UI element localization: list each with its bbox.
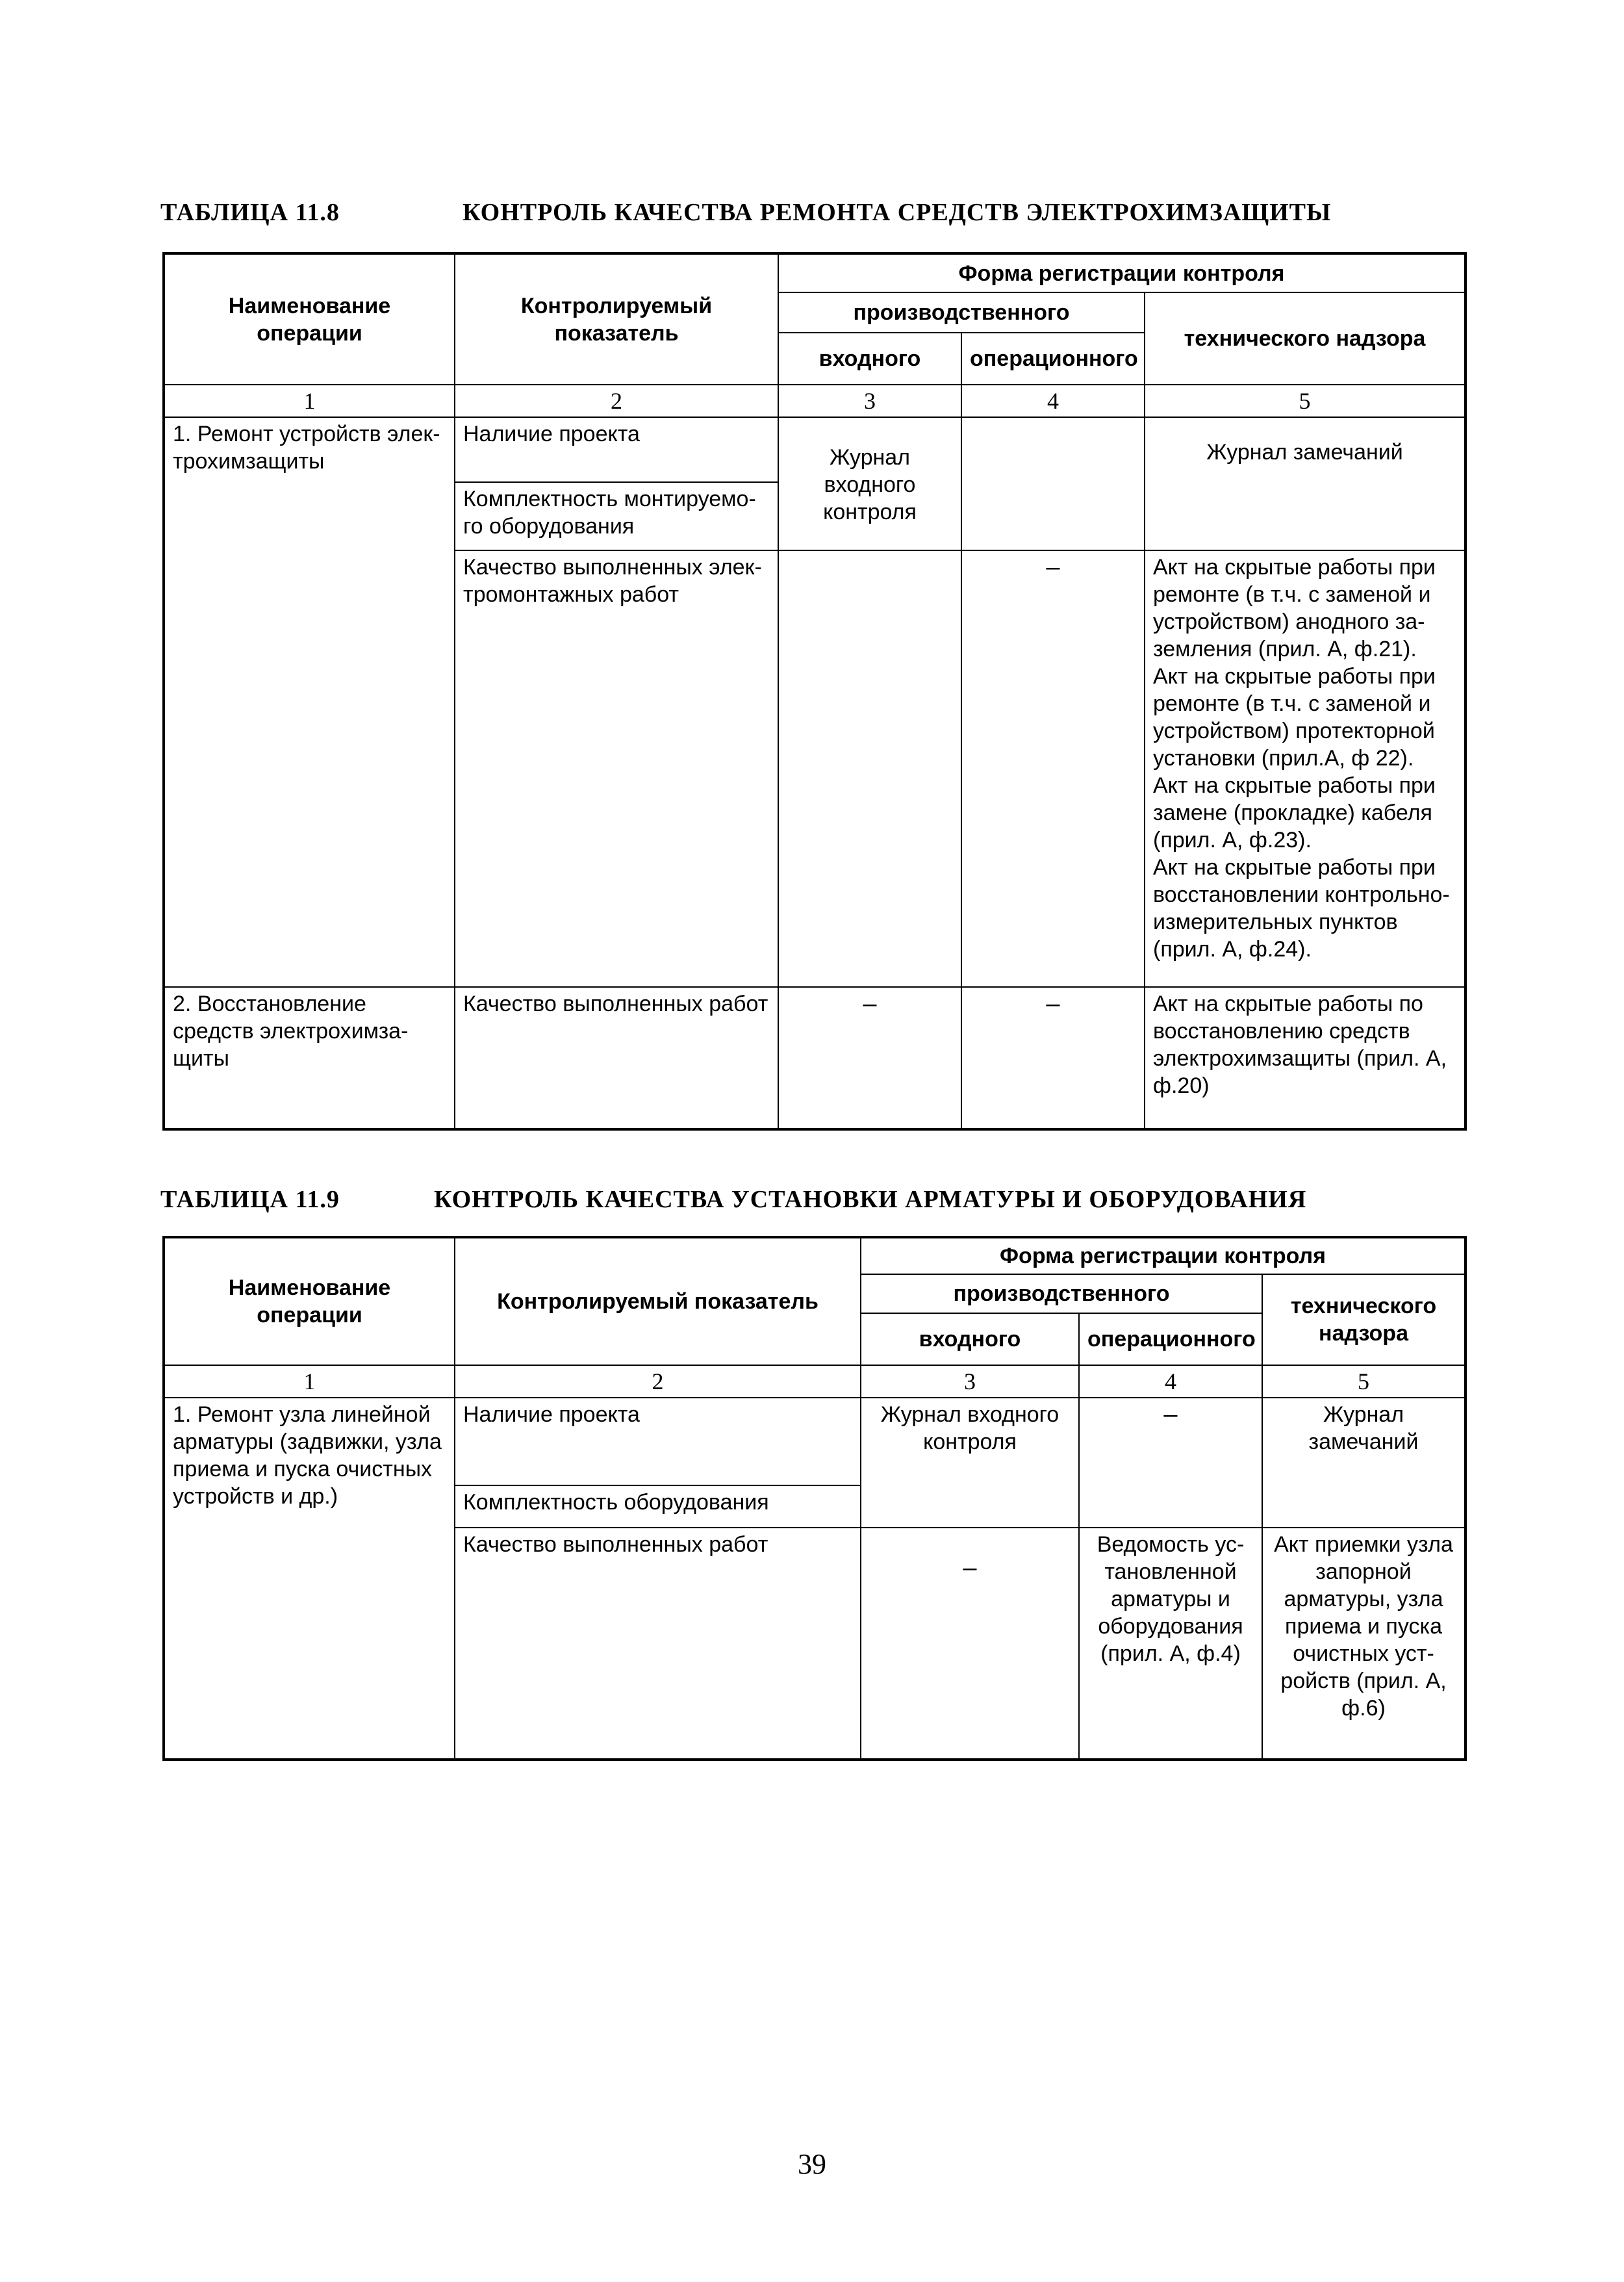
supervision-acts-cell	[1145, 550, 1465, 987]
header-production: производственного	[861, 1274, 1262, 1313]
column-number: 2	[455, 385, 778, 417]
dash-mark: –	[963, 1554, 977, 1582]
column-number: 4	[961, 385, 1145, 417]
table-11-8-number: ТАБЛИЦА 11.8	[160, 199, 340, 226]
column-number: 5	[1145, 385, 1465, 417]
operational-cell	[961, 550, 1145, 987]
header-operation: Наименование операции	[164, 253, 455, 385]
operational-cell	[961, 987, 1145, 1129]
incoming-cell: Журнал входного контроля	[861, 1398, 1079, 1528]
indicator-cell: Качество выполненных элек-тромонтажных работ	[455, 550, 778, 987]
operation-cell: 2. Восстановление средств электрохимза-щиты	[164, 987, 455, 1129]
table-11-9-title: КОНТРОЛЬ КАЧЕСТВА УСТАНОВКИ АРМАТУРЫ И ОБОРУДОВАНИЯ	[434, 1186, 1307, 1213]
indicator-cell: Качество выполненных работ	[455, 987, 778, 1129]
incoming-cell	[778, 987, 961, 1129]
column-number: 3	[861, 1365, 1079, 1398]
supervision-cell: Журнал замечаний	[1262, 1398, 1465, 1528]
column-number: 1	[164, 1365, 455, 1398]
operation-cell: 1. Ремонт устройств элек-трохимзащиты	[164, 417, 455, 987]
header-operational: операционного	[1079, 1313, 1262, 1365]
supervision-cell: Акт на скрытые работы по восстановлению средств электрохимзащиты (прил. А, ф.20)	[1145, 987, 1465, 1129]
indicator-cell: Комплектность оборудования	[455, 1485, 861, 1528]
header-technical-supervision: технического надзора	[1262, 1274, 1465, 1365]
operational-cell	[1079, 1398, 1262, 1528]
header-indicator: Контролируемый показатель	[455, 253, 778, 385]
header-technical-supervision: технического надзора	[1145, 292, 1465, 385]
page-number: 39	[798, 2148, 826, 2180]
table-11-9	[162, 1236, 1467, 1761]
indicator-cell: Комплектность монтируемо-го оборудования	[455, 482, 778, 550]
column-number: 5	[1262, 1365, 1465, 1398]
header-registration-form: Форма регистрации контроля	[778, 253, 1465, 292]
indicator-cell: Наличие проекта	[455, 417, 778, 482]
dash-mark: –	[1046, 990, 1060, 1018]
operational-cell: Ведомость ус-тановленной арматуры и оборудования (прил. А, ф.4)	[1079, 1528, 1262, 1760]
incoming-cell	[861, 1528, 1079, 1760]
dash-mark: –	[1046, 554, 1060, 581]
act-text: Акт на скрытые работы при ремонте (в т.ч. с заменой и устройством) анодного за-земления (прил. А, ф.21).	[1153, 555, 1436, 661]
column-number: 4	[1079, 1365, 1262, 1398]
dash-mark: –	[1163, 1401, 1178, 1428]
table-11-8	[162, 252, 1467, 1131]
supervision-cell: Акт приемки узла запорной арматуры, узла приема и пуска очистных уст-ройств (прил. А, ф.6)	[1262, 1528, 1465, 1760]
column-number: 3	[778, 385, 961, 417]
indicator-cell: Качество выполненных работ	[455, 1528, 861, 1760]
dash-mark: –	[863, 990, 877, 1018]
incoming-journal-cell: Журнал входного контроля	[778, 417, 961, 550]
act-text: Акт на скрытые работы при ремонте (в т.ч. с заменой и устройством) протекторной установки (прил.А, ф 22).	[1153, 664, 1436, 771]
indicator-cell: Наличие проекта	[455, 1398, 861, 1485]
incoming-empty-cell	[778, 550, 961, 987]
table-11-8-title: КОНТРОЛЬ КАЧЕСТВА РЕМОНТА СРЕДСТВ ЭЛЕКТРОХИМЗАЩИТЫ	[463, 199, 1332, 226]
operation-cell: 1. Ремонт узла линейной арматуры (задвижки, узла приема и пуска очистных устройств и др.)	[164, 1398, 455, 1760]
column-number: 1	[164, 385, 455, 417]
supervision-journal-cell: Журнал замечаний	[1145, 417, 1465, 550]
header-incoming: входного	[861, 1313, 1079, 1365]
act-text: Акт на скрытые работы при замене (прокладке) кабеля (прил. А, ф.23).	[1153, 773, 1436, 853]
header-incoming: входного	[778, 333, 961, 385]
header-operational: операционного	[961, 333, 1145, 385]
header-indicator: Контролируемый показатель	[455, 1237, 861, 1365]
header-operation: Наименование операции	[164, 1237, 455, 1365]
header-production: производственного	[778, 292, 1145, 333]
table-11-9-number: ТАБЛИЦА 11.9	[160, 1186, 340, 1213]
header-registration-form: Форма регистрации контроля	[861, 1237, 1465, 1274]
operational-empty-cell	[961, 417, 1145, 550]
column-number: 2	[455, 1365, 861, 1398]
act-text: Акт на скрытые работы при восстановлении контрольно-измерительных пунктов (прил. А, ф.24).	[1153, 855, 1450, 962]
